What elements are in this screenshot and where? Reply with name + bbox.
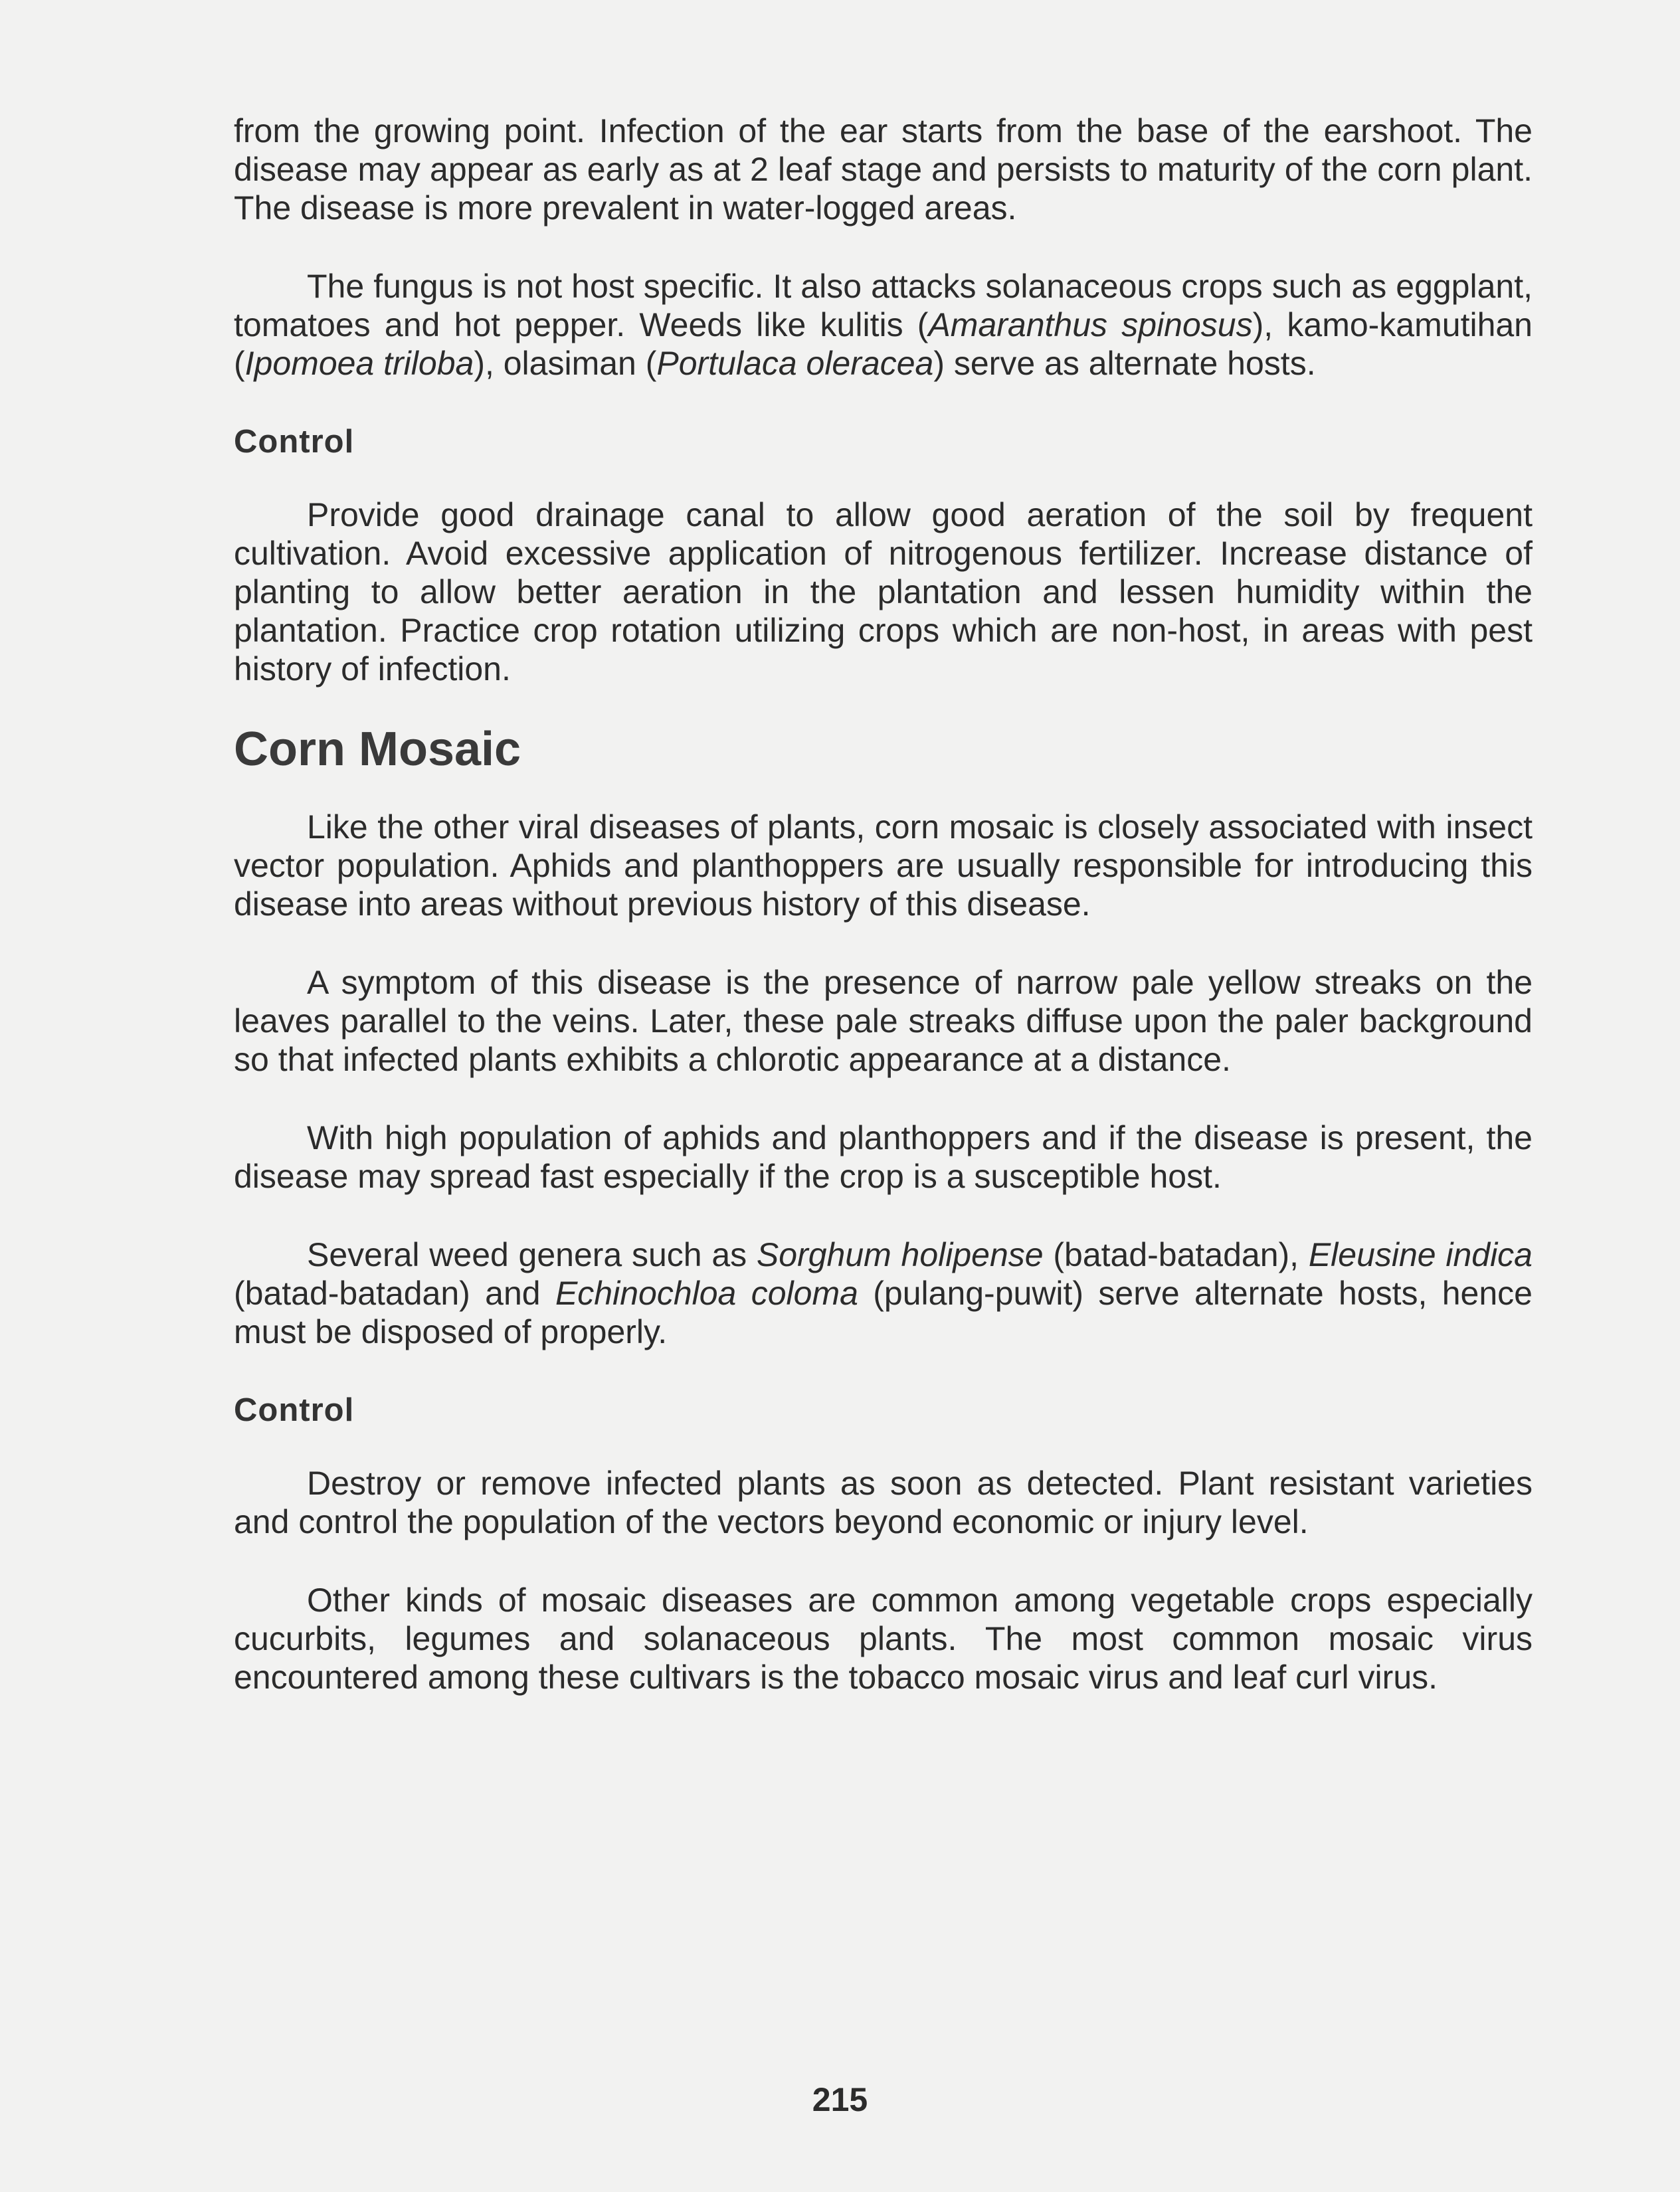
text-run: The fungus is not host specific. It also attacks solanaceous crops such as eggplant, tomatoes and hot pepper. Weeds like kulitis ( (234, 268, 1533, 343)
species-name: Sorghum holipense (756, 1236, 1044, 1273)
paragraph-spread: With high population of aphids and planthoppers and if the disease is present, the disease may spread fast especially if the crop is a susceptible host. (234, 1119, 1533, 1195)
species-name: Amaranthus spinosus (928, 306, 1253, 343)
species-name: Echinochloa coloma (555, 1275, 858, 1312)
paragraph-control-drainage: Provide good drainage canal to allow good aeration of the soil by frequent cultivation. Avoid excessive application of nitrogenous fertilizer. Increase distance of planting to allow better aeration in the plantation and lessen humidity within the plantation. Practice crop rotation utilizing crops which are non-host, in areas with pest history of infection. (234, 496, 1533, 687)
paragraph-host-range (234, 267, 1533, 383)
species-name: Portulaca oleracea (656, 345, 934, 382)
text-run: ), kamo-kamutihan ( (234, 306, 1533, 382)
species-name: Eleusine indica (1308, 1236, 1533, 1273)
control-heading: Control (234, 1392, 355, 1428)
paragraph-continuation: from the growing point. Infection of the ear starts from the base of the earshoot. The disease may appear as early as at 2 leaf stage and persists to maturity of the corn plant. The disease is more prevalent in water-logged areas. (234, 112, 1533, 227)
text-run: (batad-batadan) and (234, 1275, 555, 1312)
text-run: ), olasiman ( (474, 345, 657, 382)
text-run: Several weed genera such as (307, 1236, 757, 1273)
paragraph-weed-hosts (234, 1235, 1533, 1351)
paragraph-mosaic-intro: Like the other viral diseases of plants, corn mosaic is closely associated with insect vector population. Aphids and planthoppers are usually responsible for introducing this disease into areas without previous history of this disease. (234, 808, 1533, 923)
paragraph-control-destroy: Destroy or remove infected plants as soon as detected. Plant resistant varieties and control the population of the vectors beyond economic or injury level. (234, 1465, 1533, 1540)
control-heading: Control (234, 424, 355, 460)
section-title: Corn Mosaic (234, 723, 521, 776)
paragraph-symptoms: A symptom of this disease is the presence of narrow pale yellow streaks on the leaves parallel to the veins. Later, these pale streaks diffuse upon the paler background so that infected plants exhibits a chlorotic appearance at a distance. (234, 964, 1533, 1078)
paragraph-other-mosaics: Other kinds of mosaic diseases are common among vegetable crops especially cucurbits, legumes and solanaceous plants. The most common mosaic virus encountered among these cultivars is the tobacco mosaic virus and leaf curl virus. (234, 1582, 1533, 1696)
text-column (234, 112, 1533, 1696)
species-name: Ipomoea triloba (244, 345, 474, 382)
text-run: ) serve as alternate hosts. (933, 345, 1316, 382)
page-number: 215 (812, 2081, 868, 2118)
text-run: (pulang-puwit) serve alternate hosts, hence must be disposed of properly. (234, 1275, 1533, 1350)
text-run: (batad-batadan), (1043, 1236, 1309, 1273)
